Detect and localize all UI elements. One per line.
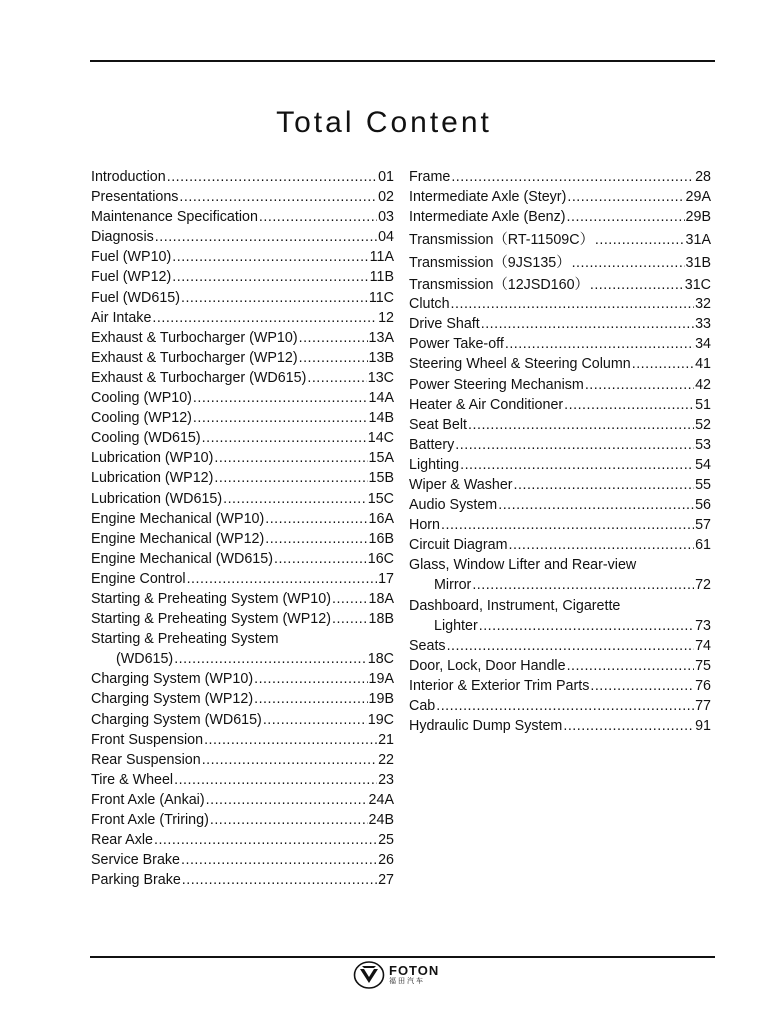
toc-entry[interactable]: [91, 872, 394, 892]
toc-entry-title: Lubrication (WP12): [91, 470, 214, 487]
toc-entry[interactable]: [409, 718, 711, 738]
toc-leader-dots: [595, 232, 685, 248]
toc-entry-title: Glass, Window Lifter and Rear-view: [409, 557, 637, 574]
toc-leader-dots: [254, 671, 367, 687]
toc-leader-dots: [193, 390, 368, 406]
toc-entry-title: Power Take-off: [409, 336, 504, 353]
toc-entry-title: Drive Shaft: [409, 316, 480, 333]
toc-entry-page: 31C: [684, 276, 711, 293]
toc-entry[interactable]: [91, 712, 394, 732]
toc-leader-dots: [181, 852, 377, 868]
toc-entry[interactable]: [409, 598, 711, 618]
toc-leader-dots: [564, 397, 694, 413]
toc-entry[interactable]: [409, 356, 711, 376]
toc-leader-dots: [206, 792, 368, 808]
toc-leader-dots: [585, 377, 694, 393]
toc-entry-title: Lighting: [409, 456, 460, 473]
toc-entry[interactable]: [91, 470, 394, 490]
toc-entry[interactable]: [91, 370, 394, 390]
toc-entry-page: 76: [695, 677, 711, 694]
toc-entry-title: Transmission（RT-11509C）: [409, 232, 594, 249]
toc-entry-title: Front Suspension: [91, 731, 204, 748]
toc-entry-title: (WD615): [116, 651, 174, 668]
toc-entry[interactable]: [409, 517, 711, 537]
toc-entry-page: 11A: [369, 249, 394, 266]
toc-entry[interactable]: [91, 310, 394, 330]
toc-entry-title: Clutch: [409, 296, 450, 313]
page-title: Total Content: [276, 106, 492, 140]
toc-entry-title: Seats: [409, 637, 446, 654]
toc-leader-dots: [154, 832, 377, 848]
toc-entry-page: 26: [378, 852, 394, 869]
toc-leader-dots: [567, 189, 684, 205]
top-rule: [90, 60, 715, 62]
toc-entry-page: 56: [695, 497, 711, 514]
toc-leader-dots: [202, 430, 367, 446]
toc-entry-page: 72: [695, 577, 711, 594]
toc-entry-page: 29B: [685, 209, 711, 226]
toc-leader-dots: [155, 229, 377, 245]
toc-entry-page: 34: [695, 336, 711, 353]
toc-leader-dots: [210, 812, 368, 828]
toc-entry-page: 54: [695, 456, 711, 473]
toc-leader-dots: [572, 255, 685, 271]
toc-entry-title: Heater & Air Conditioner: [409, 396, 564, 413]
toc-entry-page: 19A: [368, 671, 394, 688]
toc-leader-dots: [172, 249, 368, 265]
toc-entry-page: 21: [378, 731, 394, 748]
toc-entry-page: 13C: [367, 369, 394, 386]
toc-leader-dots: [193, 410, 368, 426]
toc-leader-dots: [299, 330, 368, 346]
logo-brand-text: FOTON: [389, 963, 440, 978]
toc-entry[interactable]: [91, 189, 394, 209]
toc-entry-page: 77: [695, 698, 711, 715]
logo-sub-text: 福田汽车: [389, 978, 425, 985]
toc-leader-dots: [479, 618, 694, 634]
toc-leader-dots: [472, 577, 694, 593]
toc-entry-title: Seat Belt: [409, 416, 468, 433]
toc-leader-dots: [202, 752, 377, 768]
toc-entry-title: Lubrication (WD615): [91, 490, 223, 507]
toc-entry-title: Starting & Preheating System (WP10): [91, 590, 331, 607]
toc-entry[interactable]: [409, 618, 711, 638]
toc-leader-dots: [505, 336, 694, 352]
toc-entry-title: Diagnosis: [91, 229, 154, 246]
toc-entry-page: 31A: [685, 232, 711, 249]
toc-leader-dots: [179, 189, 377, 205]
toc-entry-title: Lubrication (WP10): [91, 450, 214, 467]
toc-entry-page: 15C: [367, 490, 394, 507]
toc-entry-title: Charging System (WD615): [91, 711, 262, 728]
toc-entry-page: 41: [695, 356, 711, 373]
toc-entry-title: Introduction: [91, 169, 166, 185]
toc-entry[interactable]: [91, 651, 394, 671]
toc-entry[interactable]: [409, 229, 711, 251]
toc-entry[interactable]: [409, 336, 711, 356]
toc-entry-page: 13B: [368, 349, 394, 366]
toc-entry[interactable]: [409, 638, 711, 658]
toc-entry-page: 33: [695, 316, 711, 333]
toc-entry[interactable]: [91, 450, 394, 470]
toc-entry-title: Fuel (WP10): [91, 249, 172, 266]
toc-entry[interactable]: [91, 812, 394, 832]
toc-entry[interactable]: [91, 752, 394, 772]
toc-entry[interactable]: [409, 457, 711, 477]
toc-entry[interactable]: [409, 169, 711, 189]
toc-entry[interactable]: [409, 209, 711, 229]
toc-entry[interactable]: [91, 671, 394, 691]
toc-entry-page: 12: [378, 309, 394, 326]
toc-entry-title: Circuit Diagram: [409, 537, 508, 554]
toc-entry-title: Frame: [409, 169, 451, 185]
toc-entry-title: Exhaust & Turbocharger (WP12): [91, 349, 298, 366]
toc-entry-page: 52: [695, 416, 711, 433]
toc-entry-page: 27: [378, 872, 394, 889]
toc-entry[interactable]: [91, 390, 394, 410]
toc-entry[interactable]: [409, 252, 711, 274]
toc-leader-dots: [460, 457, 694, 473]
toc-entry[interactable]: [91, 209, 394, 229]
toc-entry-title: Cooling (WD615): [91, 430, 201, 447]
toc-entry-page: 25: [378, 832, 394, 849]
toc-entry-title: Maintenance Specification: [91, 209, 258, 226]
toc-entry[interactable]: [409, 537, 711, 557]
toc-entry-title: Engine Control: [91, 570, 186, 587]
toc-entry-title: Power Steering Mechanism: [409, 376, 584, 393]
toc-entry-title: Front Axle (Triring): [91, 812, 209, 828]
toc-entry-page: 31B: [685, 254, 711, 271]
toc-entry-title: Starting & Preheating System: [91, 631, 279, 648]
toc-leader-dots: [187, 571, 378, 587]
toc-leader-dots: [172, 269, 368, 285]
toc-entry[interactable]: [409, 189, 711, 209]
toc-entry-page: 57: [695, 517, 711, 534]
toc-leader-dots: [451, 296, 695, 312]
toc-entry[interactable]: [91, 491, 394, 511]
toc-leader-dots: [259, 209, 377, 225]
toc-entry-title: Fuel (WP12): [91, 269, 172, 286]
toc-entry[interactable]: [91, 430, 394, 450]
toc-entry[interactable]: [409, 417, 711, 437]
toc-leader-dots: [299, 350, 368, 366]
toc-entry[interactable]: [409, 397, 711, 417]
toc-entry-page: 42: [695, 376, 711, 393]
toc-entry-title: Lighter: [434, 617, 478, 634]
toc-entry-page: 51: [695, 396, 711, 413]
toc-entry-page: 01: [378, 169, 394, 185]
toc-entry-title: Steering Wheel & Steering Column: [409, 356, 631, 373]
toc-entry-title: Mirror: [434, 577, 472, 594]
toc-entry-title: Intermediate Axle (Steyr): [409, 189, 567, 206]
toc-entry[interactable]: [91, 531, 394, 551]
toc-leader-dots: [563, 718, 694, 734]
toc-leader-dots: [254, 691, 367, 707]
toc-entry-page: 19B: [368, 691, 394, 708]
toc-leader-dots: [204, 732, 377, 748]
toc-leader-dots: [567, 658, 695, 674]
toc-entry-page: 29A: [685, 189, 711, 206]
toc-entry-page: 16A: [368, 510, 394, 527]
toc-entry[interactable]: [91, 852, 394, 872]
toc-entry-page: 13A: [368, 329, 394, 346]
foton-emblem-icon: [353, 960, 385, 990]
toc-entry[interactable]: [409, 377, 711, 397]
toc-leader-dots: [182, 872, 377, 888]
toc-entry[interactable]: [91, 330, 394, 350]
toc-entry-title: Service Brake: [91, 852, 180, 869]
toc-entry-page: 75: [695, 657, 711, 674]
toc-entry-title: Rear Axle: [91, 832, 153, 849]
toc-entry-page: 23: [378, 771, 394, 788]
toc-entry-page: 17: [378, 570, 394, 587]
toc-entry-page: 19C: [367, 711, 394, 728]
toc-leader-dots: [332, 591, 368, 607]
foton-logo: [353, 960, 453, 990]
toc-entry-title: Cooling (WP10): [91, 390, 192, 407]
toc-entry-page: 14B: [368, 410, 394, 427]
toc-leader-dots: [468, 417, 694, 433]
toc-entry-page: 18A: [368, 590, 394, 607]
toc-leader-dots: [307, 370, 366, 386]
toc-leader-dots: [223, 491, 367, 507]
toc-right-column: [409, 169, 711, 738]
toc-leader-dots: [265, 531, 367, 547]
toc-leader-dots: [567, 209, 685, 225]
toc-entry[interactable]: [91, 571, 394, 591]
toc-entry-page: 18B: [368, 611, 394, 628]
toc-leader-dots: [498, 497, 694, 513]
toc-left-column: [91, 169, 394, 892]
toc-entry[interactable]: [409, 497, 711, 517]
toc-entry-page: 24A: [368, 791, 394, 808]
toc-leader-dots: [481, 316, 694, 332]
toc-entry-title: Intermediate Axle (Benz): [409, 209, 566, 226]
toc-entry[interactable]: [91, 269, 394, 289]
toc-entry[interactable]: [409, 274, 711, 296]
toc-leader-dots: [632, 356, 694, 372]
toc-entry-title: Parking Brake: [91, 872, 181, 889]
toc-entry-page: 14C: [367, 430, 394, 447]
toc-entry-title: Presentations: [91, 189, 179, 206]
toc-entry-page: 15A: [368, 450, 394, 467]
toc-entry[interactable]: [91, 511, 394, 531]
toc-entry-page: 32: [695, 296, 711, 313]
toc-entry[interactable]: [409, 437, 711, 457]
toc-entry-title: Air Intake: [91, 309, 152, 326]
toc-leader-dots: [332, 611, 368, 627]
toc-entry-page: 16B: [368, 530, 394, 547]
toc-entry-page: 61: [695, 537, 711, 554]
toc-entry-page: 55: [695, 477, 711, 494]
toc-entry-title: Charging System (WP10): [91, 671, 254, 688]
toc-entry-page: 04: [378, 229, 394, 246]
toc-entry[interactable]: [91, 410, 394, 430]
toc-entry-page: 11C: [368, 289, 394, 306]
toc-entry-title: Cab: [409, 698, 436, 715]
toc-leader-dots: [447, 638, 695, 654]
toc-leader-dots: [263, 712, 367, 728]
toc-entry[interactable]: [91, 551, 394, 571]
toc-entry-title: Transmission（9JS135）: [409, 254, 571, 271]
toc-entry-title: Front Axle (Ankai): [91, 791, 205, 808]
toc-leader-dots: [174, 772, 377, 788]
toc-entry-title: Engine Mechanical (WP12): [91, 530, 265, 547]
toc-leader-dots: [509, 537, 695, 553]
toc-entry-page: 16C: [367, 550, 394, 567]
toc-entry-title: Door, Lock, Door Handle: [409, 657, 566, 674]
toc-entry-title: Fuel (WD615): [91, 289, 180, 306]
toc-entry-title: Engine Mechanical (WD615): [91, 550, 273, 567]
toc-entry[interactable]: [409, 557, 711, 577]
toc-entry[interactable]: [91, 290, 394, 310]
toc-entry-title: Transmission（12JSD160）: [409, 276, 589, 293]
toc-leader-dots: [441, 517, 694, 533]
toc-entry-title: Engine Mechanical (WP10): [91, 510, 265, 527]
toc-leader-dots: [265, 511, 367, 527]
toc-entry-title: Interior & Exterior Trim Parts: [409, 677, 590, 694]
toc-entry-title: Horn: [409, 517, 440, 534]
toc-entry[interactable]: [409, 698, 711, 718]
toc-entry[interactable]: [409, 477, 711, 497]
toc-leader-dots: [174, 651, 367, 667]
toc-entry[interactable]: [91, 732, 394, 752]
toc-leader-dots: [590, 277, 684, 293]
toc-entry[interactable]: [91, 631, 394, 651]
toc-entry[interactable]: [91, 591, 394, 611]
toc-entry-page: 22: [378, 751, 394, 768]
toc-entry[interactable]: [409, 678, 711, 698]
toc-entry-title: Wiper & Washer: [409, 477, 513, 494]
toc-leader-dots: [181, 290, 368, 306]
toc-entry-title: Tire & Wheel: [91, 771, 174, 788]
toc-entry[interactable]: [91, 249, 394, 269]
toc-entry-page: 73: [695, 617, 711, 634]
toc-entry-title: Hydraulic Dump System: [409, 718, 563, 735]
toc-entry[interactable]: [409, 296, 711, 316]
toc-leader-dots: [590, 678, 694, 694]
toc-leader-dots: [152, 310, 377, 326]
toc-entry[interactable]: [91, 611, 394, 631]
toc-entry-page: 74: [695, 637, 711, 654]
toc-entry-title: Exhaust & Turbocharger (WP10): [91, 329, 298, 346]
toc-entry[interactable]: [91, 691, 394, 711]
toc-entry-page: 53: [695, 436, 711, 453]
bottom-rule: [90, 956, 715, 958]
toc-entry-page: 03: [378, 209, 394, 226]
toc-leader-dots: [455, 437, 694, 453]
toc-leader-dots: [167, 169, 377, 185]
toc-entry[interactable]: [409, 316, 711, 336]
toc-entry[interactable]: [91, 169, 394, 189]
toc-entry[interactable]: [409, 658, 711, 678]
toc-leader-dots: [451, 169, 694, 185]
toc-entry-page: 24B: [368, 812, 394, 828]
toc-entry-page: 02: [378, 189, 394, 206]
toc-leader-dots: [214, 470, 367, 486]
toc-entry-title: Rear Suspension: [91, 751, 201, 768]
toc-entry-title: Charging System (WP12): [91, 691, 254, 708]
toc-entry-page: 91: [695, 718, 711, 735]
toc-entry-title: Starting & Preheating System (WP12): [91, 611, 331, 628]
toc-entry-page: 28: [695, 169, 711, 185]
toc-leader-dots: [436, 698, 694, 714]
toc-entry[interactable]: [91, 229, 394, 249]
toc-entry[interactable]: [91, 792, 394, 812]
toc-entry[interactable]: [91, 350, 394, 370]
toc-entry[interactable]: [91, 832, 394, 852]
toc-leader-dots: [214, 450, 367, 466]
toc-entry-page: 15B: [368, 470, 394, 487]
toc-entry-page: 11B: [369, 269, 394, 286]
toc-entry-page: 18C: [367, 651, 394, 668]
toc-entry-title: Audio System: [409, 497, 498, 514]
toc-entry[interactable]: [91, 772, 394, 792]
toc-entry-title: Exhaust & Turbocharger (WD615): [91, 369, 307, 386]
toc-entry-page: 14A: [368, 390, 394, 407]
toc-leader-dots: [274, 551, 367, 567]
toc-leader-dots: [514, 477, 695, 493]
toc-entry-title: Cooling (WP12): [91, 410, 192, 427]
toc-entry-title: Dashboard, Instrument, Cigarette: [409, 597, 621, 614]
toc-entry[interactable]: [409, 577, 711, 597]
toc-entry-title: Battery: [409, 436, 455, 453]
